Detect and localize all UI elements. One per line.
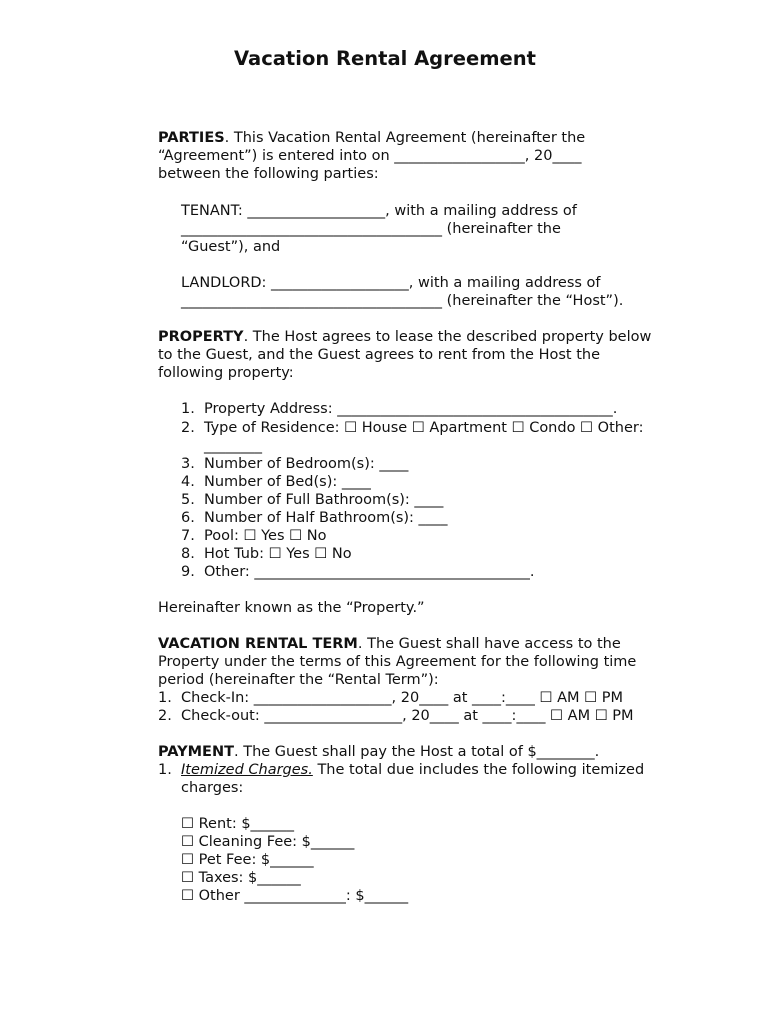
list-item: Number of Half Bathroom(s): ____ — [204, 510, 448, 526]
tenant-line: ____________________________________ (hereinafter the — [181, 221, 561, 237]
parties-section — [158, 129, 585, 147]
charge-other: ☐ Other ______________: $______ — [181, 888, 409, 904]
list-item: Pool: ☐ Yes ☐ No — [204, 528, 327, 544]
itemized-charges-text: The total due includes the following itemized — [312, 762, 645, 778]
list-item: Hot Tub: ☐ Yes ☐ No — [204, 546, 352, 562]
term-heading: VACATION RENTAL TERM — [158, 636, 358, 652]
list-item-number: 2. — [158, 708, 172, 724]
document-title: Vacation Rental Agreement — [234, 47, 536, 70]
charge-pet-fee: ☐ Pet Fee: $______ — [181, 852, 314, 868]
property-line: to the Guest, and the Guest agrees to rent from the Host the — [158, 347, 600, 363]
list-item: Number of Bedroom(s): ____ — [204, 456, 409, 472]
term-section — [158, 635, 621, 653]
list-item: Number of Full Bathroom(s): ____ — [204, 492, 444, 508]
list-item-number: 4. — [181, 474, 195, 490]
list-item-number: 1. — [181, 401, 195, 417]
term-text: . The Guest shall have access to the — [357, 636, 621, 652]
term-line: period (hereinafter the “Rental Term”): — [158, 672, 439, 688]
list-item-number: 6. — [181, 510, 195, 526]
list-item: Type of Residence: ☐ House ☐ Apartment ☐ Condo ☐ Other: — [204, 420, 644, 436]
itemized-charges-title: Itemized Charges. — [181, 762, 313, 778]
list-item-continuation: ________ — [204, 438, 262, 454]
list-item: Other: ______________________________________. — [204, 564, 535, 580]
list-item: Number of Bed(s): ____ — [204, 474, 371, 490]
list-item-number: 7. — [181, 528, 195, 544]
parties-line: between the following parties: — [158, 166, 379, 182]
property-heading: PROPERTY — [158, 329, 244, 345]
payment-heading: PAYMENT — [158, 744, 234, 760]
check-out-line: Check-out: ___________________, 20____ at ____:____ ☐ AM ☐ PM — [181, 708, 634, 724]
parties-line: “Agreement”) is entered into on __________________, 20____ — [158, 148, 582, 164]
property-text: . The Host agrees to lease the described property below — [243, 329, 652, 345]
itemized-charges-line: charges: — [181, 780, 244, 796]
list-item-number: 3. — [181, 456, 195, 472]
list-item: Property Address: ______________________________________. — [204, 401, 618, 417]
list-item-number: 1. — [158, 762, 172, 778]
list-item-number: 5. — [181, 492, 195, 508]
charge-rent: ☐ Rent: $______ — [181, 816, 295, 832]
check-in-line: Check-In: ___________________, 20____ at ____:____ ☐ AM ☐ PM — [181, 690, 624, 706]
list-item-number: 9. — [181, 564, 195, 580]
landlord-line: ____________________________________ (hereinafter the “Host”). — [181, 293, 624, 309]
charge-cleaning-fee: ☐ Cleaning Fee: $______ — [181, 834, 355, 850]
tenant-line: “Guest”), and — [181, 239, 281, 255]
property-hereinafter: Hereinafter known as the “Property.” — [158, 600, 425, 616]
tenant-line: TENANT: ___________________, with a mailing address of — [181, 203, 577, 219]
landlord-line: LANDLORD: ___________________, with a mailing address of — [181, 275, 601, 291]
property-line: following property: — [158, 365, 294, 381]
parties-heading: PARTIES — [158, 130, 225, 146]
property-section — [158, 328, 651, 346]
term-line: Property under the terms of this Agreement for the following time — [158, 654, 637, 670]
charge-taxes: ☐ Taxes: $______ — [181, 870, 301, 886]
list-item-number: 2. — [181, 420, 195, 436]
parties-text: . This Vacation Rental Agreement (hereinafter the — [224, 130, 586, 146]
payment-section — [158, 743, 599, 761]
payment-text: . The Guest shall pay the Host a total of $________. — [234, 744, 600, 760]
itemized-charges-line — [181, 761, 644, 779]
list-item-number: 1. — [158, 690, 172, 706]
list-item-number: 8. — [181, 546, 195, 562]
